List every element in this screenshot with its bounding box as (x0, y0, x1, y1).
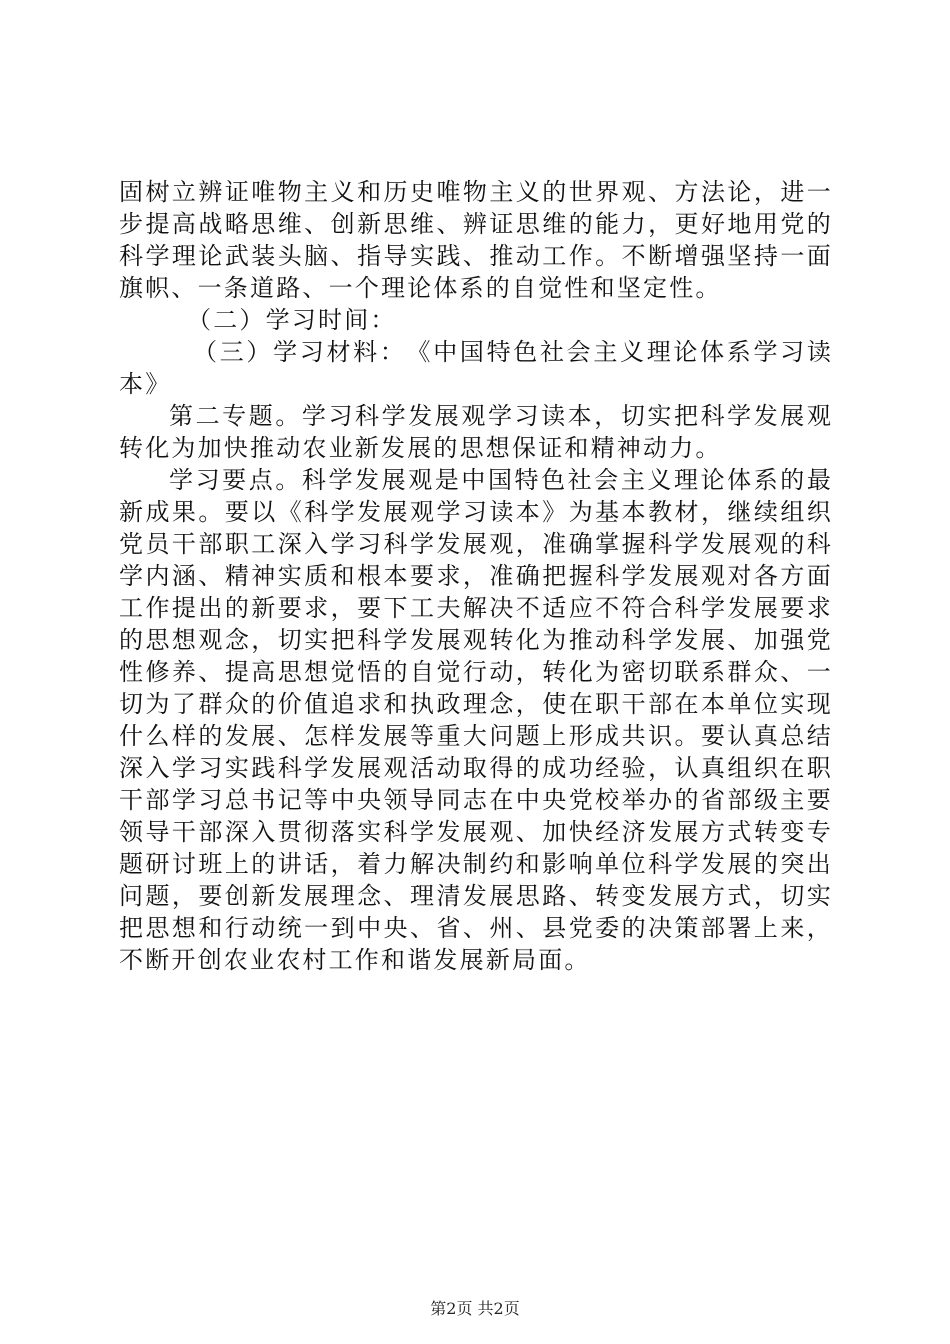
text-line: 问 题 ， 要 创 新 发 展 理 念 、 理 清 发 展 思 路 、 转 变 发 展 方 式 ， 切 实 (119, 882, 831, 910)
text-line: 工 作 提 出 的 新 要 求 ， 要 下 工 夫 解 决 不 适 应 不 符 合 科 学 发 展 要 求 (119, 594, 831, 622)
text-line: 什 么 样 的 发 展 、 怎 样 发 展 等 重 大 问 题 上 形 成 共 识 。 要 认 真 总 结 (119, 722, 831, 750)
text-line: 干 部 学 习 总 书 记 等 中 央 领 导 同 志 在 中 央 党 校 举 办 的 省 部 级 主 要 (119, 786, 831, 814)
text-line: 的 思 想 观 念 ， 切 实 把 科 学 发 展 观 转 化 为 推 动 科 学 发 展 、 加 强 党 (119, 626, 831, 654)
text-line: 新 成 果 。 要 以 《 科 学 发 展 观 学 习 读 本 》 为 基 本 教 材 ， 继 续 组 织 (119, 498, 831, 526)
text-line: 领 导 干 部 深 入 贯 彻 落 实 科 学 发 展 观 、 加 快 经 济 发 展 方 式 转 变 专 (119, 818, 831, 846)
text-line: 本》 (119, 370, 172, 398)
text-line: 科 学 理 论 武 装 头 脑 、 指 导 实 践 、 推 动 工 作 。 不 断 增 强 坚 持 一 面 (119, 242, 831, 270)
paragraph-start-line: 第 二 专 题 。 学 习 科 学 发 展 观 学 习 读 本 ， 切 实 把 科 学 发 展 观 (169, 402, 831, 430)
paragraph-start-line: 学 习 要 点 。 科 学 发 展 观 是 中 国 特 色 社 会 主 义 理 论 体 系 的 最 (169, 466, 831, 494)
section-heading: （二）学习时间： (187, 306, 397, 334)
section-heading: （ 三 ） 学 习 材 料 ： 《 中 国 特 色 社 会 主 义 理 论 体 系 学 习 读 (193, 338, 831, 366)
text-line: 固 树 立 辨 证 唯 物 主 义 和 历 史 唯 物 主 义 的 世 界 观 、 方 法 论 ， 进 一 (119, 178, 831, 206)
page-number: 第2页 共2页 (430, 1299, 520, 1318)
text-line: 党 员 干 部 职 工 深 入 学 习 科 学 发 展 观 ， 准 确 掌 握 科 学 发 展 观 的 科 (119, 530, 831, 558)
text-line: 性 修 养 、 提 高 思 想 觉 悟 的 自 觉 行 动 ， 转 化 为 密 切 联 系 群 众 、 一 (119, 658, 831, 686)
text-line: 转化为加快推动农业新发展的思想保证和精神动力。 (119, 434, 722, 462)
document-body (119, 176, 831, 976)
text-line: 学 内 涵 、 精 神 实 质 和 根 本 要 求 ， 准 确 把 握 科 学 发 展 观 对 各 方 面 (119, 562, 831, 590)
text-line: 切 为 了 群 众 的 价 值 追 求 和 执 政 理 念 ， 使 在 职 干 部 在 本 单 位 实 现 (119, 690, 831, 718)
text-line: 步 提 高 战 略 思 维 、 创 新 思 维 、 辨 证 思 维 的 能 力 ， 更 好 地 用 党 的 (119, 210, 831, 238)
text-line: 深 入 学 习 实 践 科 学 发 展 观 活 动 取 得 的 成 功 经 验 ， 认 真 组 织 在 职 (119, 754, 831, 782)
text-line: 题 研 讨 班 上 的 讲 话 ， 着 力 解 决 制 约 和 影 响 单 位 科 学 发 展 的 突 出 (119, 850, 831, 878)
text-line: 不断开创农业农村工作和谐发展新局面。 (119, 946, 591, 974)
text-line: 旗帜、一条道路、一个理论体系的自觉性和坚定性。 (119, 274, 722, 302)
text-line: 把 思 想 和 行 动 统 一 到 中 央 、 省 、 州 、 县 党 委 的 决 策 部 署 上 来 ， (119, 914, 831, 942)
